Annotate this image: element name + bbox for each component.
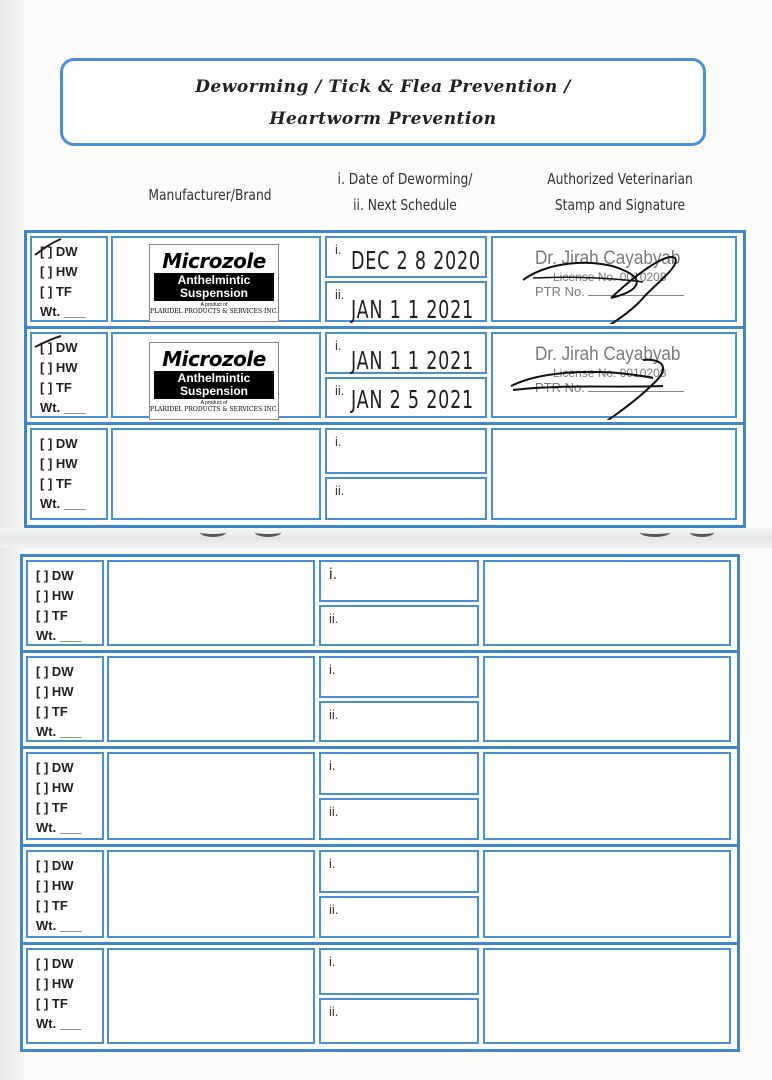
stamp-brand: Microzole: [162, 347, 266, 371]
fold-mark: [690, 528, 714, 537]
dw-checkbox[interactable]: [ ] DW: [36, 760, 74, 775]
header-date-line-2: ii. Next Schedule: [353, 196, 457, 214]
fold-mark: [255, 528, 281, 537]
record-row-4: [20, 554, 740, 654]
next-schedule-cell[interactable]: [319, 998, 479, 1044]
title-line-2: Heartworm Prevention: [269, 109, 497, 129]
next-label: ii.: [329, 902, 339, 917]
date-cell[interactable]: [319, 948, 479, 995]
next-label: ii.: [335, 483, 345, 498]
vet-cell[interactable]: [483, 752, 731, 840]
date-cell[interactable]: [319, 752, 479, 795]
type-checkboxes: [26, 656, 104, 742]
date-cell[interactable]: [319, 656, 479, 698]
date-value: JAN 1 1 2021: [351, 346, 474, 375]
vet-name: Dr. Jirah Cayabyab: [535, 248, 681, 269]
fold-mark: [640, 528, 670, 537]
tf-checkbox[interactable]: [ ] TF: [40, 476, 72, 491]
stamp-brand: Microzole: [162, 249, 266, 273]
ptr-label: PTR No.: [535, 380, 585, 395]
record-row-8: [20, 942, 740, 1052]
vet-name: Dr. Jirah Cayabyab: [535, 344, 681, 365]
stamp-maker: PLARIDEL PRODUCTS & SERVICES INC.: [150, 406, 278, 413]
brand-cell: [111, 236, 321, 322]
type-checkboxes: [26, 560, 104, 646]
next-schedule-cell[interactable]: [319, 798, 479, 840]
tf-checkbox[interactable]: [ ] TF: [36, 800, 68, 815]
check-mark-icon: [33, 333, 63, 355]
date-label: i.: [335, 242, 342, 257]
fold-mark: [200, 528, 226, 537]
hw-checkbox[interactable]: [ ] HW: [36, 588, 74, 603]
check-mark-icon: [33, 237, 63, 259]
date-label: i.: [329, 662, 336, 677]
tf-checkbox[interactable]: [ ] TF: [36, 996, 68, 1011]
brand-cell[interactable]: [107, 560, 315, 646]
title-line-1: Deworming / Tick & Flea Prevention /: [195, 77, 571, 97]
next-schedule-cell[interactable]: [319, 605, 479, 646]
header-vet-line-1: Authorized Veterinarian: [547, 170, 693, 188]
record-row-2: [24, 326, 746, 426]
hw-checkbox[interactable]: [ ] HW: [36, 976, 74, 991]
weight-field[interactable]: Wt. ___: [36, 628, 82, 643]
date-cell[interactable]: [319, 850, 479, 893]
dw-checkbox[interactable]: [ ] DW: [36, 568, 74, 583]
type-checkboxes: [26, 948, 104, 1044]
next-schedule-cell: [325, 281, 487, 322]
next-schedule-cell[interactable]: [319, 701, 479, 742]
stamp-type-line-2: Suspension: [179, 286, 248, 300]
date-label: i.: [329, 856, 336, 871]
hw-checkbox[interactable]: [ ] HW: [36, 780, 74, 795]
microzole-stamp: [149, 244, 279, 322]
dw-checkbox[interactable]: [ ] DW: [40, 244, 78, 259]
vet-cell: [491, 236, 737, 322]
microzole-stamp: [149, 342, 279, 420]
type-checkboxes: [30, 428, 108, 520]
type-checkboxes: [26, 752, 104, 840]
header-date: [335, 166, 474, 218]
vet-cell[interactable]: [483, 948, 731, 1044]
hw-checkbox[interactable]: [ ] HW: [40, 360, 78, 375]
dw-checkbox[interactable]: [ ] DW: [40, 436, 78, 451]
tf-checkbox[interactable]: [ ] TF: [36, 608, 68, 623]
header-date-line-1: i. Date of Deworming/: [337, 170, 473, 188]
vet-license: License No. 0010208: [553, 270, 667, 284]
header-vet-line-2: Stamp and Signature: [554, 196, 686, 214]
record-row-1: [24, 230, 746, 330]
date-label: i.: [329, 954, 336, 969]
stamp-maker-label: A product of: [200, 400, 228, 406]
stamp-type: [154, 273, 274, 301]
vet-cell[interactable]: [483, 850, 731, 938]
weight-field[interactable]: Wt. ___: [36, 918, 82, 933]
stamp-type: [154, 371, 274, 399]
weight-field[interactable]: Wt. ___: [36, 1016, 82, 1031]
date-value: DEC 2 8 2020: [351, 246, 481, 275]
header-vet: [522, 166, 719, 218]
next-label: ii.: [329, 707, 339, 722]
brand-cell[interactable]: [107, 752, 315, 840]
date-label: i.: [335, 434, 342, 449]
title-box: [60, 58, 706, 146]
next-label: ii.: [335, 383, 345, 398]
hw-checkbox[interactable]: [ ] HW: [36, 684, 74, 699]
stamp-type-line-1: Anthelmintic: [177, 273, 251, 287]
dw-checkbox[interactable]: [ ] DW: [36, 956, 74, 971]
next-schedule-cell[interactable]: [325, 477, 487, 520]
vet-cell[interactable]: [483, 560, 731, 646]
weight-field[interactable]: Wt. ___: [36, 820, 82, 835]
tf-checkbox[interactable]: [ ] TF: [40, 284, 72, 299]
brand-cell[interactable]: [107, 656, 315, 742]
type-checkboxes: [26, 850, 104, 938]
stamp-maker-label: A product of: [200, 302, 228, 308]
date-cell: [325, 236, 487, 278]
date-label: i.: [329, 566, 337, 583]
next-label: ii.: [329, 611, 339, 626]
date-label: i.: [335, 338, 342, 353]
next-label: ii.: [329, 1004, 339, 1019]
record-row-5: [20, 650, 740, 750]
ptr-label: PTR No.: [535, 284, 585, 299]
hw-checkbox[interactable]: [ ] HW: [36, 878, 74, 893]
next-label: ii.: [335, 287, 345, 302]
weight-field[interactable]: Wt. ___: [36, 724, 82, 739]
date-cell[interactable]: [325, 428, 487, 474]
brand-cell[interactable]: [111, 428, 321, 520]
next-schedule-cell: [325, 377, 487, 418]
record-row-7: [20, 844, 740, 946]
vet-cell: [491, 332, 737, 418]
signature-icon: [493, 334, 739, 420]
stamp-type-line-2: Suspension: [179, 384, 248, 398]
date-cell: [325, 332, 487, 374]
next-value: JAN 1 1 2021: [351, 295, 474, 324]
dw-checkbox[interactable]: [ ] DW: [36, 664, 74, 679]
brand-cell[interactable]: [107, 850, 315, 938]
weight-field[interactable]: Wt. ___: [40, 304, 86, 319]
header-brand: Manufacturer/Brand: [148, 186, 272, 204]
vet-cell[interactable]: [483, 656, 731, 742]
brand-cell[interactable]: [107, 948, 315, 1044]
vet-cell[interactable]: [491, 428, 737, 520]
hw-checkbox[interactable]: [ ] HW: [40, 264, 78, 279]
brand-cell: [111, 332, 321, 418]
date-label: i.: [329, 758, 336, 773]
dw-checkbox[interactable]: [ ] DW: [40, 340, 78, 355]
weight-field[interactable]: Wt. ___: [40, 496, 86, 511]
next-label: ii.: [329, 804, 339, 819]
tf-checkbox[interactable]: [ ] TF: [36, 704, 68, 719]
dw-checkbox[interactable]: [ ] DW: [36, 858, 74, 873]
vet-license: License No. 0010208: [553, 366, 667, 380]
date-cell[interactable]: [319, 560, 479, 602]
tf-checkbox[interactable]: [ ] TF: [40, 380, 72, 395]
weight-field[interactable]: Wt. ___: [40, 400, 86, 415]
tf-checkbox[interactable]: [ ] TF: [36, 898, 68, 913]
record-row-3: [24, 422, 746, 528]
signature-icon: [493, 238, 739, 324]
next-schedule-cell[interactable]: [319, 896, 479, 938]
stamp-type-line-1: Anthelmintic: [177, 371, 251, 385]
next-value: JAN 2 5 2021: [351, 385, 474, 414]
stamp-maker: PLARIDEL PRODUCTS & SERVICES INC.: [150, 308, 278, 315]
hw-checkbox[interactable]: [ ] HW: [40, 456, 78, 471]
record-row-6: [20, 746, 740, 848]
